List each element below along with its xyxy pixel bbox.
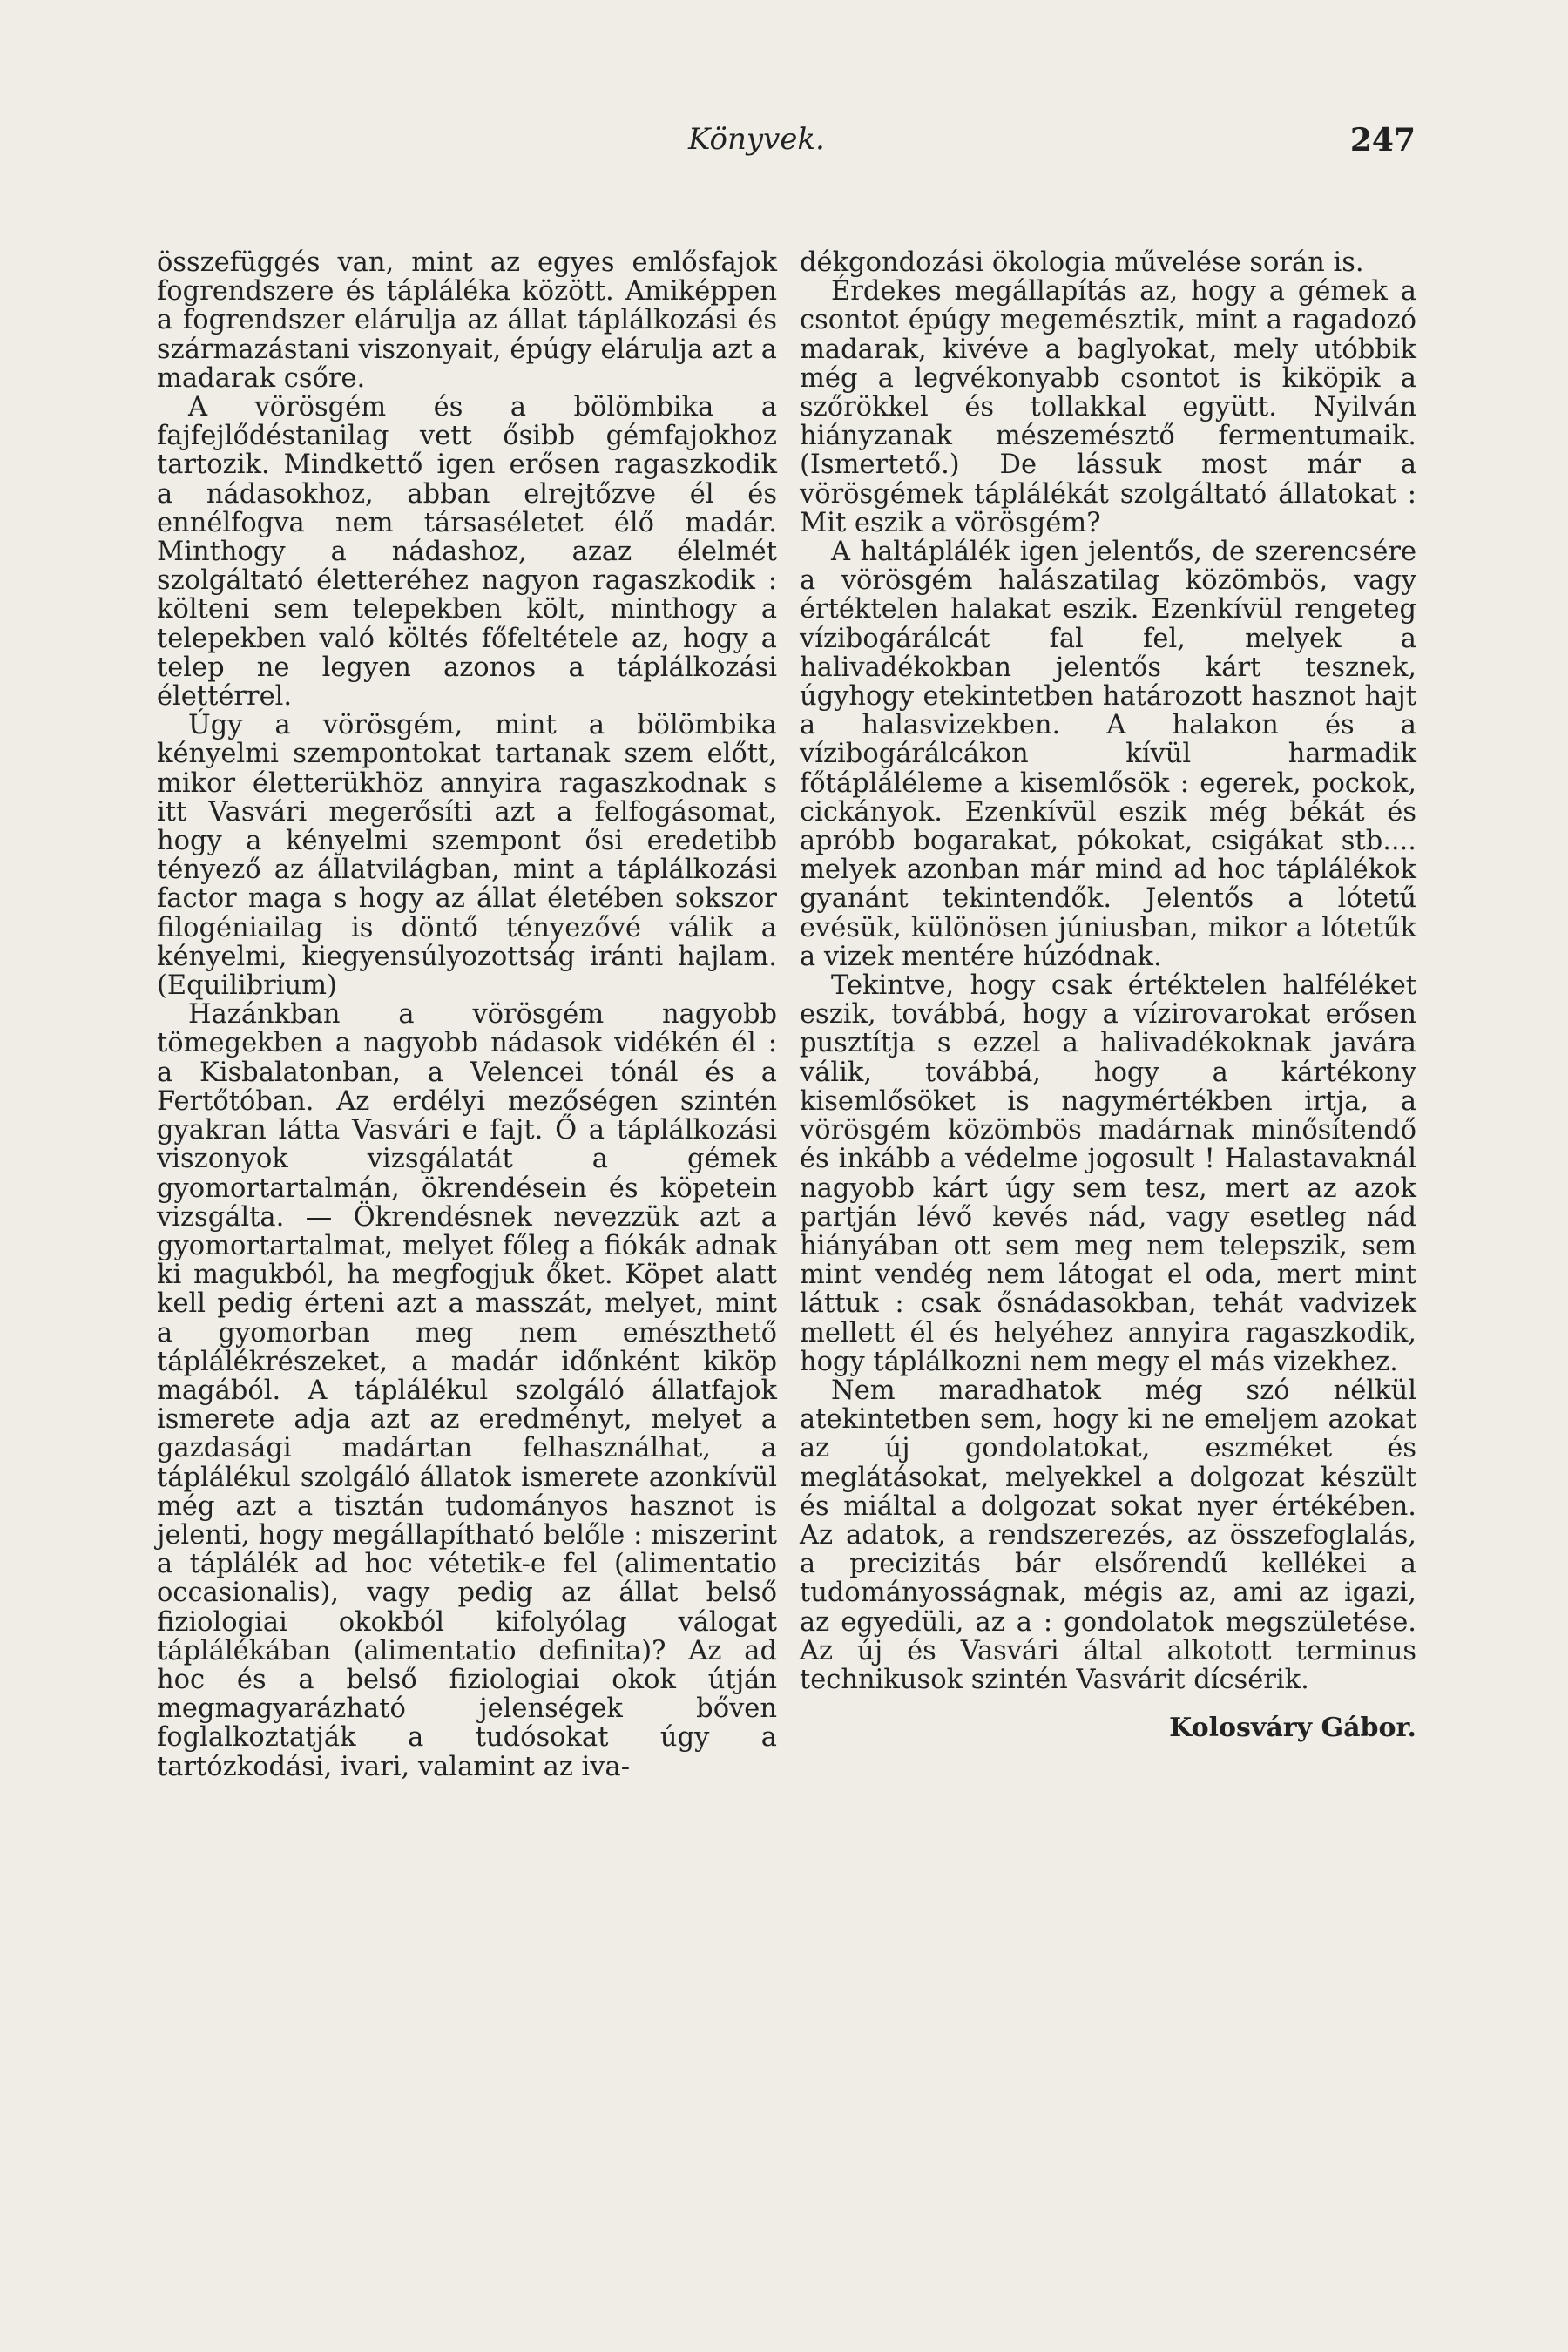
running-title: Könyvek. [688,122,825,157]
author-signature: Kolosváry Gábor. [1169,1713,1416,1744]
paragraph: Nem maradhatok még szó nélkül atekintetben sem, hogy ki ne emeljem azokat az új gondolatokat, eszméket és meglátásokat, melyekkel a dolgozat készült és miáltal a dolgozat sokat nyer értékében. Az adatok, a rendszerezés, az összefoglalás, a precizitás bár elsőrendű kellékei a tudományosságnak, mégis az, ami az igazi, az egyedüli, az a : gondolatok megszületése. Az új és Vasvári által alkotott terminus technikusok szintén Vasvárit dícsérik. [800,1375,1416,1695]
paragraph: Tekintve, hogy csak értéktelen halféléket eszik, továbbá, hogy a vízirovarokat erősen pusztítja s ezzel a halivadékoknak javára válik, továbbá, hogy a kártékony kisemlősöket is nagymértékben irtja, a vörösgém közömbös madárnak minősítendő és inkább a védelme jogosult ! Halastavaknál nagyobb kárt úgy sem tesz, mert az azok partján lévő kevés nád, vagy esetleg nád hiányában ott sem meg nem telepszik, sem mint vendég nem látogat el oda, mert mint láttuk : csak ősnádasokban, tehát vadvizek mellett él és helyéhez annyira ragaszkodik, hogy táplálkozni nem megy el más vizekhez. [800,970,1416,1377]
page-number: 247 [1349,122,1416,159]
left-column [157,248,777,1781]
paragraph: összefüggés van, mint az egyes emlősfajok fogrendszere és tápláléka között. Amiképpen a fogrendszer elárulja az állat táplálkozási és származástani viszonyait, épúgy elárulja azt a madarak csőre. [157,247,777,394]
paragraph: A haltáplálék igen jelentős, de szerencsére a vörösgém halászatilag közömbös, vagy értéktelen halakat eszik. Ezenkívül rengeteg vízibogárálcát fal fel, melyek a halivadékokban jelentős kárt tesznek, úgyhogy etekintetben határozott hasznot hajt a halasvizekben. A halakon és a vízibogárálcákon kívül harmadik főtápláléleme a kisemlősök : egerek, pockok, cickányok. Ezenkívül eszik még békát és apróbb bogarakat, pókokat, csigákat stb.... melyek azonban már mind ad hoc táplálékok gyanánt tekintendők. Jelentős a lótetű evésük, különösen júniusban, mikor a lótetűk a vizek mentére húzódnak. [800,537,1416,972]
paragraph: dékgondozási ökologia művelése során is. [800,247,1364,278]
paragraph: Érdekes megállapítás az, hogy a gémek a csontot épúgy megemésztik, mint a ragadozó madarak, kivéve a baglyokat, mely utóbbik még a legvékonyabb csontot is kiköpik a szőrökkel és tollakkal együtt. Nyilván hiányzanak mészemésztő fermentumaik. (Ismertető.) De lássuk most már a vörösgémek táplálékát szolgáltató állatokat : Mit eszik a vörösgém? [800,276,1416,538]
paragraph: Úgy a vörösgém, mint a bölömbika kényelmi szempontokat tartanak szem előtt, mikor életterükhöz annyira ragaszkodnak s itt Vasvári megerősíti azt a felfogásomat, hogy a kényelmi szempont ősi eredetibb tényező az állatvilágban, mint a táplálkozási factor maga s hogy az állat életében sokszor filogéniailag is döntő tényezővé válik a kényelmi, kiegyensúlyozottság iránti hajlam. (Equilibrium) [157,710,777,1002]
page-header [0,122,1568,174]
paragraph: A vörösgém és a bölömbika a fajfejlődéstanilag vett ősibb gémfajokhoz tartozik. Mindkettő igen erősen ragaszkodik a nádasokhoz, abban elrejtőzve él és ennélfogva nem társaséletet élő madár. Minthogy a nádashoz, azaz élelmét szolgáltató életteréhez nagyon ragaszkodik : költeni sem telepekben költ, minthogy a telepekben való költés főfeltétele az, hogy a telep ne legyen azonos a táplálkozási élettérrel. [157,392,777,713]
paragraph: Hazánkban a vörösgém nagyobb tömegekben a nagyobb nádasok vidékén él : a Kisbalatonban, a Velencei tónál és a Fertőtóban. Az erdélyi mezőségen szintén gyakran látta Vasvári e fajt. Ő a táplálkozási viszonyok vizsgálatát a gémek gyomortartalmán, ökrendésein és köpetein vizsgálta. — Ökrendésnek nevezzük azt a gyomortartalmat, melyet főleg a fiókák adnak ki magukból, ha megfogjuk őket. Köpet alatt kell pedig érteni azt a masszát, melyet, mint a gyomorban meg nem emészthető táplálékrészeket, a madár időnként kiköp magából. A táplálékul szolgáló állatfajok ismerete adja azt az eredményt, melyet a gazdasági madártan felhasználhat, a táplálékul szolgáló állatok ismerete azonkívül még azt a tisztán tudományos hasznot is jelenti, hogy megállapítható belőle : miszerint a táplálék ad hoc vétetik-e fel (alimentatio occasionalis), vagy pedig az állat belső fiziologiai okokból kifolyólag válogat táplálékában (alimentatio definita)? Az ad hoc és a belső fiziologiai okok útján megmagyarázható jelenségek bőven foglalkoztatják a tudósokat úgy a tartózkodási, ivari, valamint az iva- [157,999,777,1782]
right-column [800,248,1416,1742]
